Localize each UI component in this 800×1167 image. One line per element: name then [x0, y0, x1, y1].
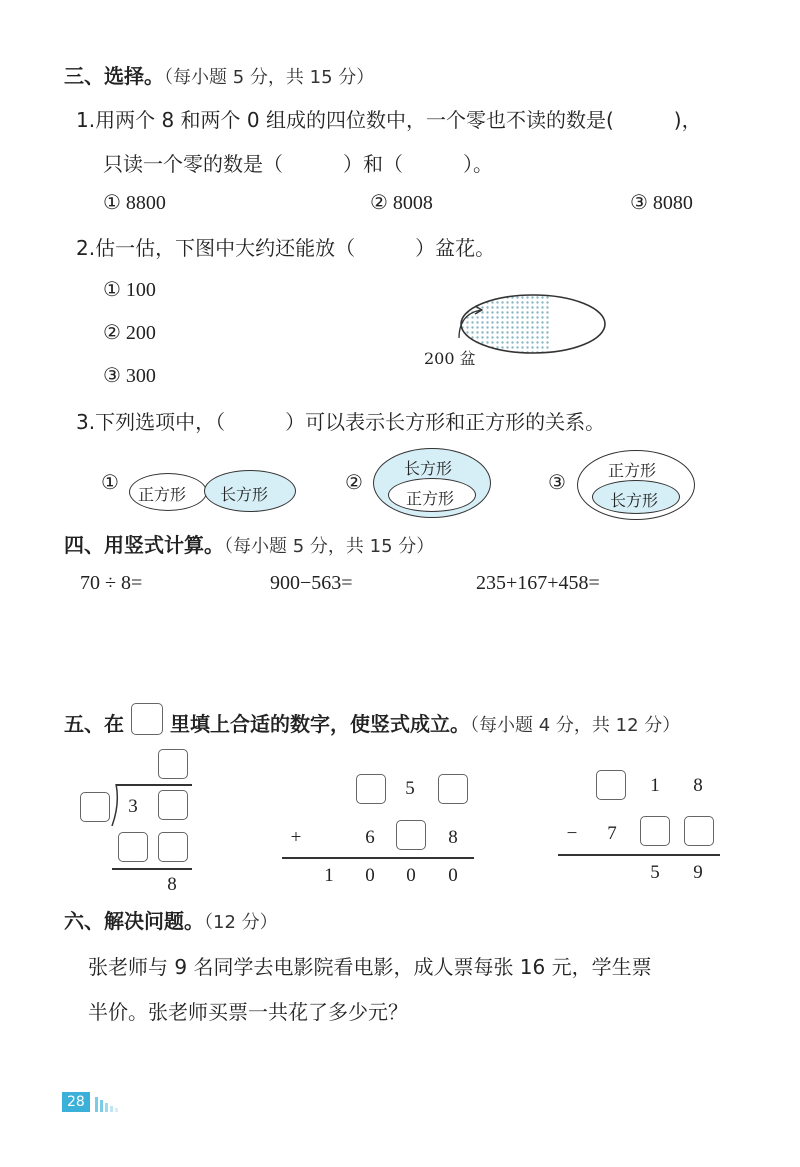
q3-opt3-inner-label: 长方形	[610, 491, 659, 510]
page-bars-icon	[94, 1094, 122, 1112]
q2-option-1: ① 100	[103, 279, 156, 301]
sub-row2-digit: 7	[607, 823, 617, 844]
div-bracket-top	[116, 784, 192, 786]
div-dividend-box[interactable]	[158, 790, 188, 820]
add-row2-box[interactable]	[396, 820, 426, 850]
section-6-heading: 六、解决问题。（12 分）	[64, 909, 278, 933]
q2-figure-label: 200 盆	[424, 349, 476, 368]
add-top-digit: 5	[405, 778, 415, 799]
add-result-1: 1	[324, 865, 334, 886]
q1-line2: 只读一个零的数是（ ）和（ ）。	[103, 152, 493, 176]
section-5-heading-b: 里填上合适的数字，使竖式成立。（每小题 4 分，共 12 分）	[170, 712, 681, 736]
q3-opt3-outer-label: 正方形	[608, 461, 657, 480]
div-bottom-line	[112, 868, 192, 870]
q1-line1	[76, 104, 702, 133]
sub-result-2: 9	[693, 862, 703, 883]
section-4-heading: 四、用竖式计算。（每小题 5 分，共 15 分）	[64, 533, 435, 557]
section-6-note: （12 分）	[204, 912, 278, 933]
q1-option-1: ① 8800	[103, 192, 166, 214]
q1-option-3: ③ 8080	[630, 192, 693, 214]
section-3-heading: 三、选择。（每小题 5 分，共 15 分）	[64, 64, 375, 88]
add-row2-digit-a: 6	[365, 827, 375, 848]
page-number-badge	[62, 1092, 90, 1112]
div-remainder: 8	[167, 874, 177, 895]
q3-opt2-outer-label: 长方形	[404, 459, 453, 478]
q1-text-line1: 用两个 8 和两个 0 组成的四位数中，一个零也不读的数是( )，	[95, 108, 702, 132]
add-result-2: 0	[365, 865, 375, 886]
calc-problem-2: 900−563=	[270, 572, 353, 594]
q3-marker-1: ①	[101, 470, 119, 494]
q1-number: 1.	[76, 108, 96, 132]
sub-row2-box-2[interactable]	[684, 816, 714, 846]
div-product-box-2[interactable]	[158, 832, 188, 862]
add-row2-digit-b: 8	[448, 827, 458, 848]
q1-option-2: ② 8008	[370, 192, 433, 214]
q2-number: 2.	[76, 236, 96, 260]
sub-result-1: 5	[650, 862, 660, 883]
q2-line	[76, 232, 495, 261]
q6-line2: 半价。张老师买票一共花了多少元？	[88, 1000, 408, 1024]
add-operator: +	[290, 827, 302, 848]
q2-option-2: ② 200	[103, 322, 156, 344]
q3-opt1-square-label: 正方形	[138, 485, 187, 504]
q3-line	[76, 406, 605, 435]
calc-problem-3: 235+167+458=	[476, 572, 600, 594]
sub-operator: −	[566, 823, 578, 844]
section-4-note: （每小题 5 分，共 15 分）	[224, 536, 435, 557]
sub-row2-box-1[interactable]	[640, 816, 670, 846]
div-product-box-1[interactable]	[118, 832, 148, 862]
sub-top-box[interactable]	[596, 770, 626, 800]
add-top-box-1[interactable]	[356, 774, 386, 804]
div-bracket-curve	[110, 784, 120, 826]
q3-opt1-rect-label: 长方形	[220, 485, 269, 504]
add-top-box-2[interactable]	[438, 774, 468, 804]
q2-text: 估一估，下图中大约还能放（ ）盆花。	[95, 236, 496, 260]
q3-number: 3.	[76, 410, 96, 434]
add-result-4: 0	[448, 865, 458, 886]
heading-blank-box	[131, 703, 163, 735]
calc-problem-1: 70 ÷ 8=	[80, 572, 143, 594]
add-sum-line	[282, 857, 474, 859]
q3-marker-2: ②	[345, 470, 363, 494]
section-5-note: （每小题 4 分，共 12 分）	[470, 715, 681, 736]
sub-top-digit-a: 1	[650, 775, 660, 796]
div-divisor-box[interactable]	[80, 792, 110, 822]
add-result-3: 0	[406, 865, 416, 886]
sub-diff-line	[558, 854, 720, 856]
q2-option-3: ③ 300	[103, 365, 156, 387]
q3-marker-3: ③	[548, 470, 566, 494]
q6-line1: 张老师与 9 名同学去电影院看电影，成人票每张 16 元，学生票	[88, 955, 652, 979]
sub-top-digit-b: 8	[693, 775, 703, 796]
section-5-heading-a: 五、在	[64, 712, 124, 736]
page-number: 28	[67, 1094, 85, 1110]
q3-opt2-inner-label: 正方形	[406, 489, 455, 508]
div-dividend-digit: 3	[128, 796, 138, 817]
div-quotient-box[interactable]	[158, 749, 188, 779]
q3-text: 下列选项中，（ ）可以表示长方形和正方形的关系。	[95, 410, 606, 434]
section-3-note: （每小题 5 分，共 15 分）	[164, 67, 375, 88]
